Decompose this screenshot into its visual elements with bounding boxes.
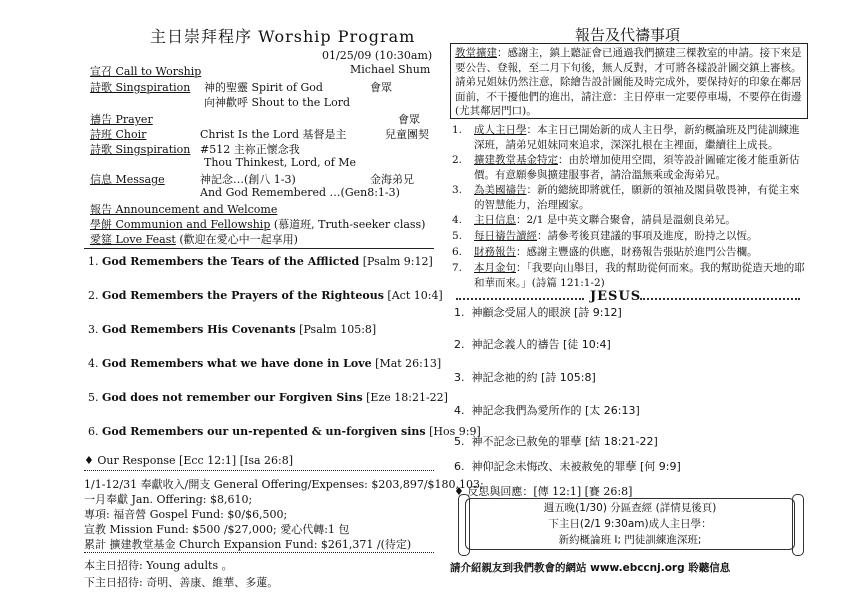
response-cn: ♦ 反思與回應：[傳 12:1] [賽 26:8] — [454, 485, 633, 498]
footer-website[interactable]: 請介紹親友到我們教會的網站 www.ebccnj.org 聆聽信息 — [450, 562, 731, 574]
expansion-text: ：感謝主，鎮上聽証會已通過我們擴建三棵教室的申請。接下來是要公告、登報，至二月下旬後，無人反對，才可將各樣設計圖交鎮上審核。請弟兄姐妹仍然注意，除繪告設計圖能及時完成外，要保持好的印象在鄰居面前，不干擾他們的進出，請注意：主日停車一定要停車場，不要停在街邊 (尤其鄰居門口)。 — [455, 47, 802, 117]
outline-item: 4. 神記念我們為愛所作的 [太 26:13] — [454, 404, 640, 417]
scroll-curl-left — [458, 494, 470, 556]
announcement-item: 4. 主日信息：2/1 是中英文聯合聚會，請員是溫劍良弟兄。 — [452, 214, 736, 226]
program-person: 會眾 — [370, 81, 392, 94]
finance-line: 專項: 福音營 Gospel Fund: $0/$6,500; — [84, 508, 288, 521]
announcement-item: 1. 成人主日學：本主日已開始新的成人主日學，新約概論班及門徒訓練進深班，請弟兄姐妹同來追求，深深扎根在主裡面，繼續往上成長。 — [452, 124, 800, 151]
communion-note: (慕道班, Truth-seeker class) — [273, 218, 426, 231]
program-person: Michael Shum — [350, 63, 431, 76]
program-detail: 神的聖靈 Spirit of God — [204, 81, 323, 94]
announcements-title: 報告及代禱事項 — [575, 26, 681, 44]
expansion-label: 教堂擴建 — [455, 47, 497, 59]
outline-item: 2. 神記念義人的禱告 [徒 10:4] — [454, 338, 611, 351]
program-detail: And God Remembered …(Gen8:1-3) — [200, 186, 400, 199]
outline-item: 6. God Remembers our un-repented & un-forgiven sins [Hos 9:9] — [88, 425, 481, 438]
divider — [84, 470, 434, 472]
program-item: 宣召 Call to Worship — [90, 65, 202, 78]
scroll-banner — [465, 498, 795, 550]
communion-row — [90, 216, 425, 232]
worship-title: 主日崇拜程序 Worship Program — [150, 27, 416, 46]
host-line: 本主日招待: Young adults 。 — [84, 559, 233, 572]
expansion-box — [450, 43, 808, 119]
outline-item: 5. God does not remember our Forgiven Sins [Eze 18:21-22] — [88, 391, 448, 404]
scroll-line: 新約概論班 I; 門徒訓練進深班; — [558, 534, 702, 546]
outline-item: 4. God Remembers what we have done in Love [Mat 26:13] — [88, 357, 442, 370]
communion-label: 學餅 Communion and Fellowship — [90, 218, 271, 231]
program-detail: 神記念…(創八 1-3) — [200, 173, 296, 186]
outline-item: 3. God Remembers His Covenants [Psalm 105:8] — [88, 323, 377, 336]
jesus-label: JESUS — [590, 289, 642, 304]
finance-line: 宣教 Mission Fund: $500 /$27,000; 愛心代轉:1 包 — [84, 523, 350, 536]
outline-item: 3. 神記念祂的約 [詩 105:8] — [454, 371, 596, 384]
divider — [84, 248, 434, 249]
our-response: ♦ Our Response [Ecc 12:1] [Isa 26:8] — [84, 454, 294, 467]
program-person: 金海弟兄 — [370, 173, 414, 186]
jesus-divider-left — [456, 298, 584, 301]
lovefeast-row — [90, 231, 298, 247]
scroll-line: 週五晚(1/30) 分區查經 (詳情見後頁) — [543, 502, 717, 514]
outline-item: 6. 神仰記念未悔改、未被赦免的罪孽 [何 9:9] — [454, 460, 681, 473]
program-person: 兒童團契 — [385, 128, 429, 141]
lovefeast-label: 愛筵 Love Feast — [90, 233, 176, 246]
program-item: 禱告 Prayer — [90, 113, 153, 126]
program-item: 詩歌 Singspiration — [90, 143, 191, 156]
announcement-item: 2. 擴建教堂基金特定：由於增加使用空間，須等設計圖確定後才能重新估價。有意願參與擴建服事者，請洽溫無乘或金海弟兄。 — [452, 154, 800, 181]
announcement-item: 報告 Announcement and Welcome — [90, 203, 278, 216]
announcement-item: 3. 為美國禱告：新的總統即將就任，願新的領袖及閣員敬畏神，有從主來的智慧能力，治理國家。 — [452, 184, 800, 211]
program-item: 詩班 Choir — [90, 128, 147, 141]
announcement-item: 7. 本月金句：「我要向山舉目，我的幫助從何而來。我的幫助從造天地的耶和華而來。」(詩篇 121:1-2) — [452, 262, 805, 289]
scroll-curl-right — [792, 494, 804, 556]
program-item: 信息 Message — [90, 173, 165, 186]
announcement-item: 5. 每日禱告讀經：請參考後頁建議的事項及進度，盼持之以恆。 — [452, 230, 758, 242]
program-item: 詩歌 Singspiration — [90, 81, 191, 94]
outline-item: 1. God Remembers the Tears of the Afflicted [Psalm 9:12] — [88, 255, 433, 268]
outline-item: 1. 神顧念受屈人的眼淚 [詩 9:12] — [454, 306, 622, 319]
divider — [84, 552, 434, 554]
lovefeast-note: (歡迎在愛心中一起享用) — [179, 233, 298, 246]
announcement-item: 6. 財務報告：感謝主豐盛的供應，財務報告張貼於進門公告欄。 — [452, 246, 758, 258]
worship-date: 01/25/09 (10:30am) — [322, 49, 433, 62]
finance-line: 1/1-12/31 奉獻收入/開支 General Offering/Expenses: $203,897/$180,103; — [84, 478, 484, 491]
program-person: 會眾 — [398, 113, 420, 126]
jesus-divider-right — [640, 298, 800, 301]
program-detail: #512 主祢正懷念我 — [200, 143, 300, 156]
scroll-line: 下主日(2/1 9:30am)成人主日學： — [548, 518, 712, 530]
outline-item: 2. God Remembers the Prayers of the Righteous [Act 10:4] — [88, 289, 443, 302]
program-detail: Thou Thinkest, Lord, of Me — [204, 156, 357, 169]
finance-line: 一月奉獻 Jan. Offering: $8,610; — [84, 493, 253, 506]
program-detail: Christ Is the Lord 基督是主 — [200, 128, 347, 141]
program-detail: 向神歡呼 Shout to the Lord — [204, 96, 351, 109]
outline-item: 5. 神不記念已赦免的罪孽 [結 18:21-22] — [454, 435, 658, 448]
host-line: 下主日招待: 奇明、善康、維華、多蓮。 — [84, 576, 279, 589]
finance-line: 累計 擴建教堂基金 Church Expansion Fund: $261,371 /(待定) — [84, 538, 412, 551]
